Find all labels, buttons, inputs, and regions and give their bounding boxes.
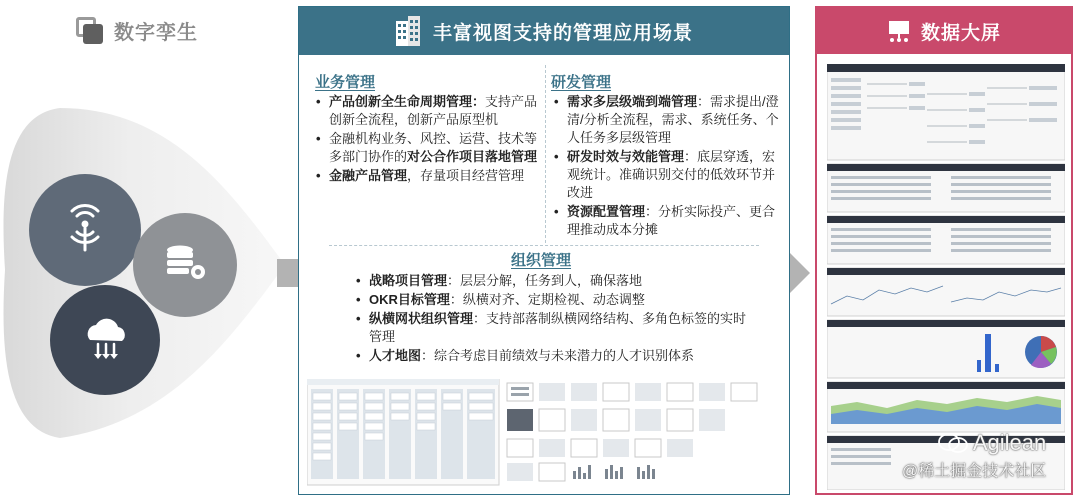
view-type-icons <box>507 383 757 481</box>
list-item: • 纵横网状组织管理：支持部落制纵横网络结构、多角色标签的实时管理 <box>353 310 753 346</box>
column-divider <box>545 65 546 243</box>
management-scenarios-panel <box>298 6 790 495</box>
watermark-brand: Agilean <box>902 430 1046 456</box>
kanban-board-thumbnail <box>307 379 499 485</box>
rnd-section-title: 研发管理 <box>551 74 612 91</box>
copy-squares-icon <box>76 17 104 45</box>
digital-twin-header <box>76 16 198 45</box>
panel-title: 丰富视图支持的管理应用场景 <box>432 22 693 44</box>
org-section-title: 组织管理 <box>511 252 572 269</box>
dashboard-screenshot <box>827 64 1065 490</box>
data-dashboard-panel <box>815 6 1073 495</box>
wechat-icon <box>937 432 969 454</box>
business-section-title: 业务管理 <box>315 74 376 91</box>
list-item: • OKR目标管理：纵横对齐、定期检视、动态调整 <box>353 291 753 309</box>
list-item: • 资源配置管理：分析实际投产、更合理推动成本分摊 <box>551 203 783 239</box>
list-item: • 人才地图：综合考虑目前绩效与未来潜力的人才识别体系 <box>353 347 753 365</box>
list-item: • 产品创新全生命周期管理：支持产品创新全流程，创新产品原型机 <box>313 93 539 129</box>
digital-twin-funnel <box>0 100 290 450</box>
digital-twin-title: 数字孪生 <box>114 22 198 44</box>
panel-header <box>817 8 1071 54</box>
panel-header <box>299 7 789 55</box>
presentation-screen-icon <box>887 19 911 43</box>
list-item: • 需求多层级端到端管理：需求提出/澄清/分析全流程，需求、系统任务、个人任务多层级管理 <box>551 93 783 147</box>
rnd-list <box>551 93 783 240</box>
org-list <box>353 272 753 366</box>
list-item: • 金融机构业务、风控、运营、技术等多部门协作的对公合作项目落地管理 <box>313 130 539 166</box>
list-item: • 战略项目管理：层层分解，任务到人，确保落地 <box>353 272 753 290</box>
list-item: • 研发时效与效能管理：底层穿透，宏观统计。准确识别交付的低效环节并改进 <box>551 148 783 202</box>
watermark-community: @稀土掘金技术社区 <box>902 463 1047 480</box>
building-icon <box>395 15 421 47</box>
list-item: • 金融产品管理，存量项目经营管理 <box>313 167 539 185</box>
panel-title: 数据大屏 <box>920 22 1001 44</box>
row-divider <box>329 245 759 246</box>
view-thumbnails <box>307 379 781 487</box>
watermark <box>902 430 1046 481</box>
business-list <box>313 93 539 186</box>
